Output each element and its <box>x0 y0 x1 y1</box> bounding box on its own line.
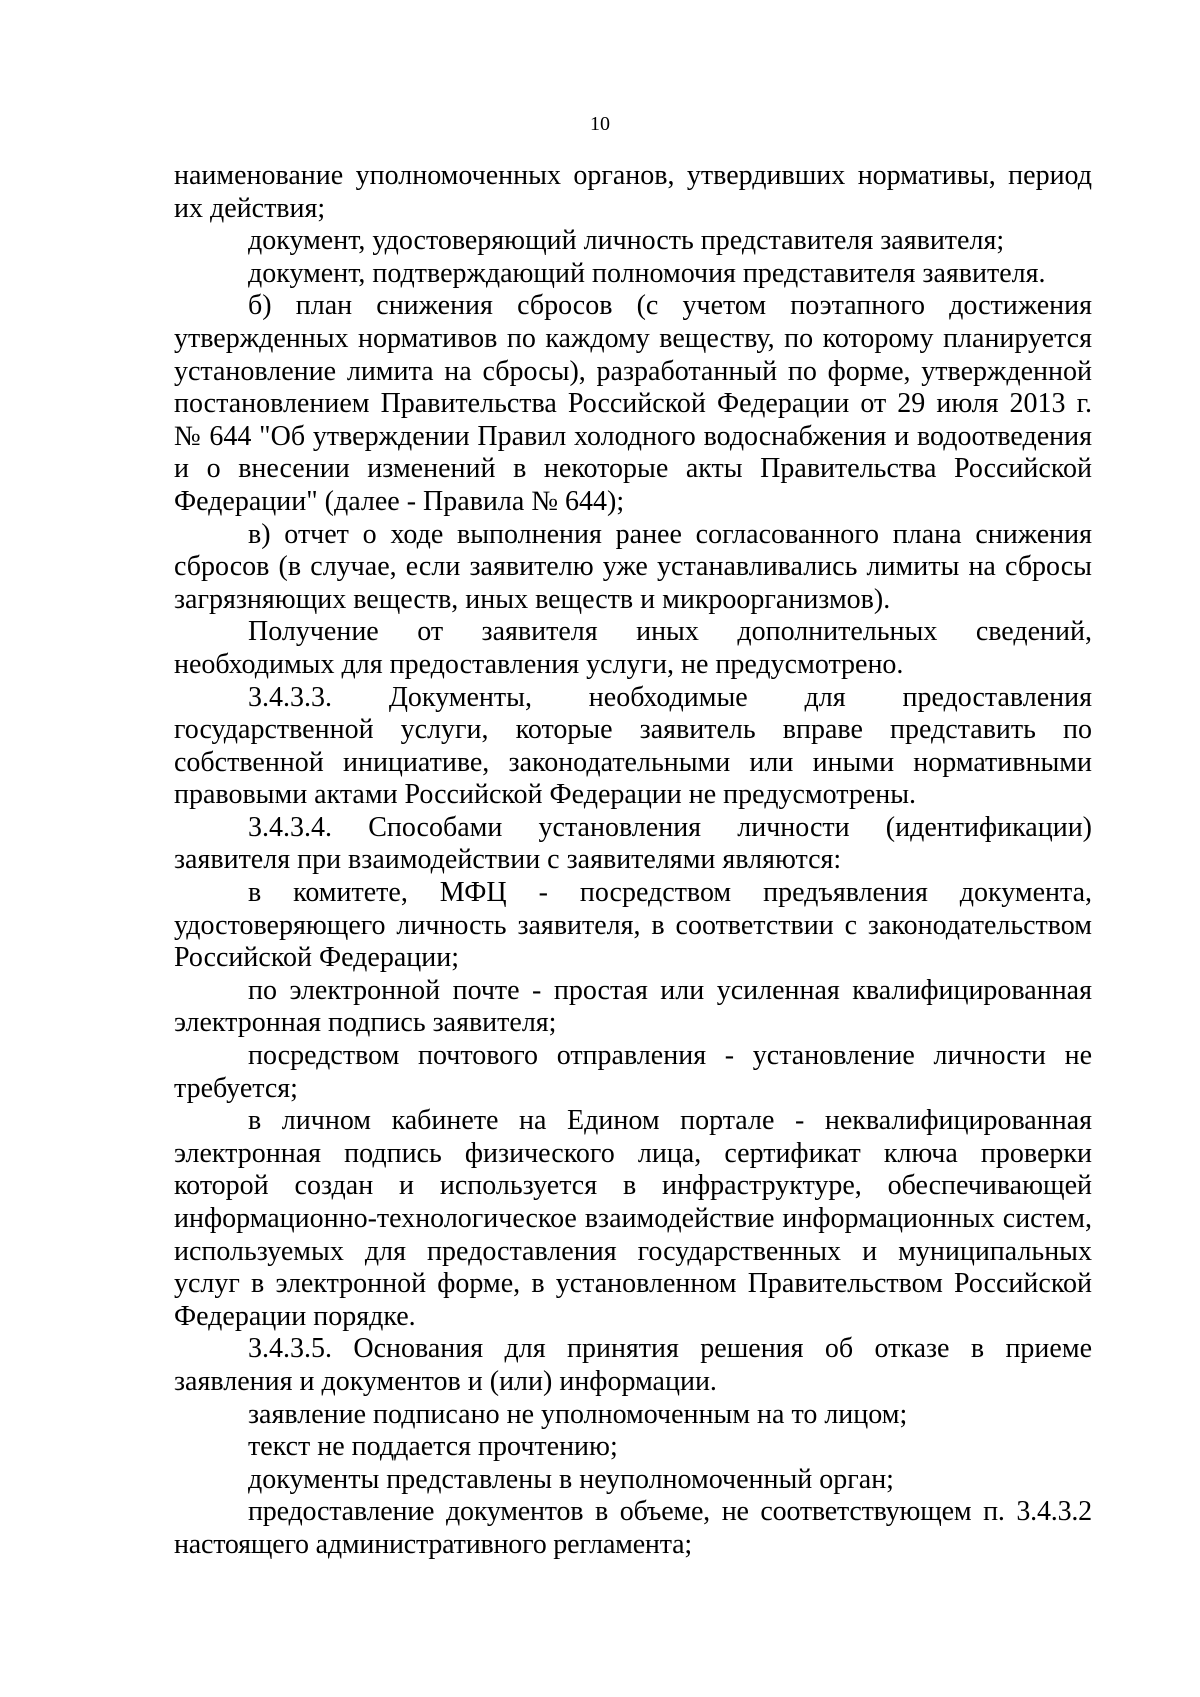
paragraph-representative-id: документ, удостоверяющий личность представителя заявителя; <box>248 225 1005 257</box>
paragraph-identification-portal: в личном кабинете на Едином портале - неквалифицированная электронная подпись физического лица, сертификат ключа проверки которой создан и используется в инфраструктуре, обеспечивающей информационно-технологическое взаимодействие информационных систем, используемых для предоставления государственных и муниципальных услуг в электронной форме, в установленном Правительством Российской Федерации порядке. <box>174 1105 1092 1332</box>
paragraph-refusal-unauthorized-signer: заявление подписано не уполномоченным на то лицом; <box>248 1398 908 1430</box>
paragraph-authorities: наименование уполномоченных органов, утвердивших нормативы, период их действия; <box>174 160 1092 224</box>
document-body <box>174 160 1092 1562</box>
paragraph-identification-post: посредством почтового отправления - установление личности не требуется; <box>174 1040 1092 1104</box>
page-number: 10 <box>590 113 610 135</box>
paragraph-3-4-3-5: 3.4.3.5. Основания для принятия решения об отказе в приеме заявления и документов и (или) информации. <box>174 1333 1092 1397</box>
paragraph-refusal-wrong-body: документы представлены в неуполномоченный орган; <box>248 1463 894 1495</box>
paragraph-3-4-3-4: 3.4.3.4. Способами установления личности (идентификации) заявителя при взаимодействии с заявителями являются: <box>174 811 1092 876</box>
paragraph-representative-authority: документ, подтверждающий полномочия представителя заявителя. <box>248 257 1046 289</box>
paragraph-3-4-3-3: 3.4.3.3. Документы, необходимые для предоставления государственной услуги, которые заявитель вправе представить по собственной инициативе, законодательными или иными нормативными правовыми актами Российской Федерации не предусмотрены. <box>174 681 1092 811</box>
paragraph-identification-email: по электронной почте - простая или усиленная квалифицированная электронная подпись заявителя; <box>174 974 1092 1039</box>
paragraph-discharge-reduction-plan: б) план снижения сбросов (с учетом поэтапного достижения утвержденных нормативов по каждому веществу, по которому планируется установление лимита на сбросы), разработанный по форме, утвержденной постановлением Правительства Российской Федерации от 29 июля 2013 г. № 644 "Об утверждении Правил холодного водоснабжения и водоотведения и о внесении изменений в некоторые акты Правительства Российской Федерации" (далее - Правила № 644); <box>174 290 1092 517</box>
paragraph-plan-progress-report: в) отчет о ходе выполнения ранее согласованного плана снижения сбросов (в случае, если заявителю уже устанавливались лимиты на сбросы загрязняющих веществ, иных веществ и микроорганизмов). <box>174 518 1092 615</box>
paragraph-identification-committee: в комитете, МФЦ - посредством предъявления документа, удостоверяющего личность заявителя, в соответствии с законодательством Российской Федерации; <box>174 877 1092 974</box>
paragraph-refusal-incomplete: предоставление документов в объеме, не соответствующем п. 3.4.3.2 настоящего административного регламента; <box>174 1496 1092 1560</box>
paragraph-refusal-unreadable: текст не поддается прочтению; <box>248 1431 618 1463</box>
paragraph-additional-info: Получение от заявителя иных дополнительных сведений, необходимых для предоставления услуги, не предусмотрено. <box>174 616 1092 680</box>
